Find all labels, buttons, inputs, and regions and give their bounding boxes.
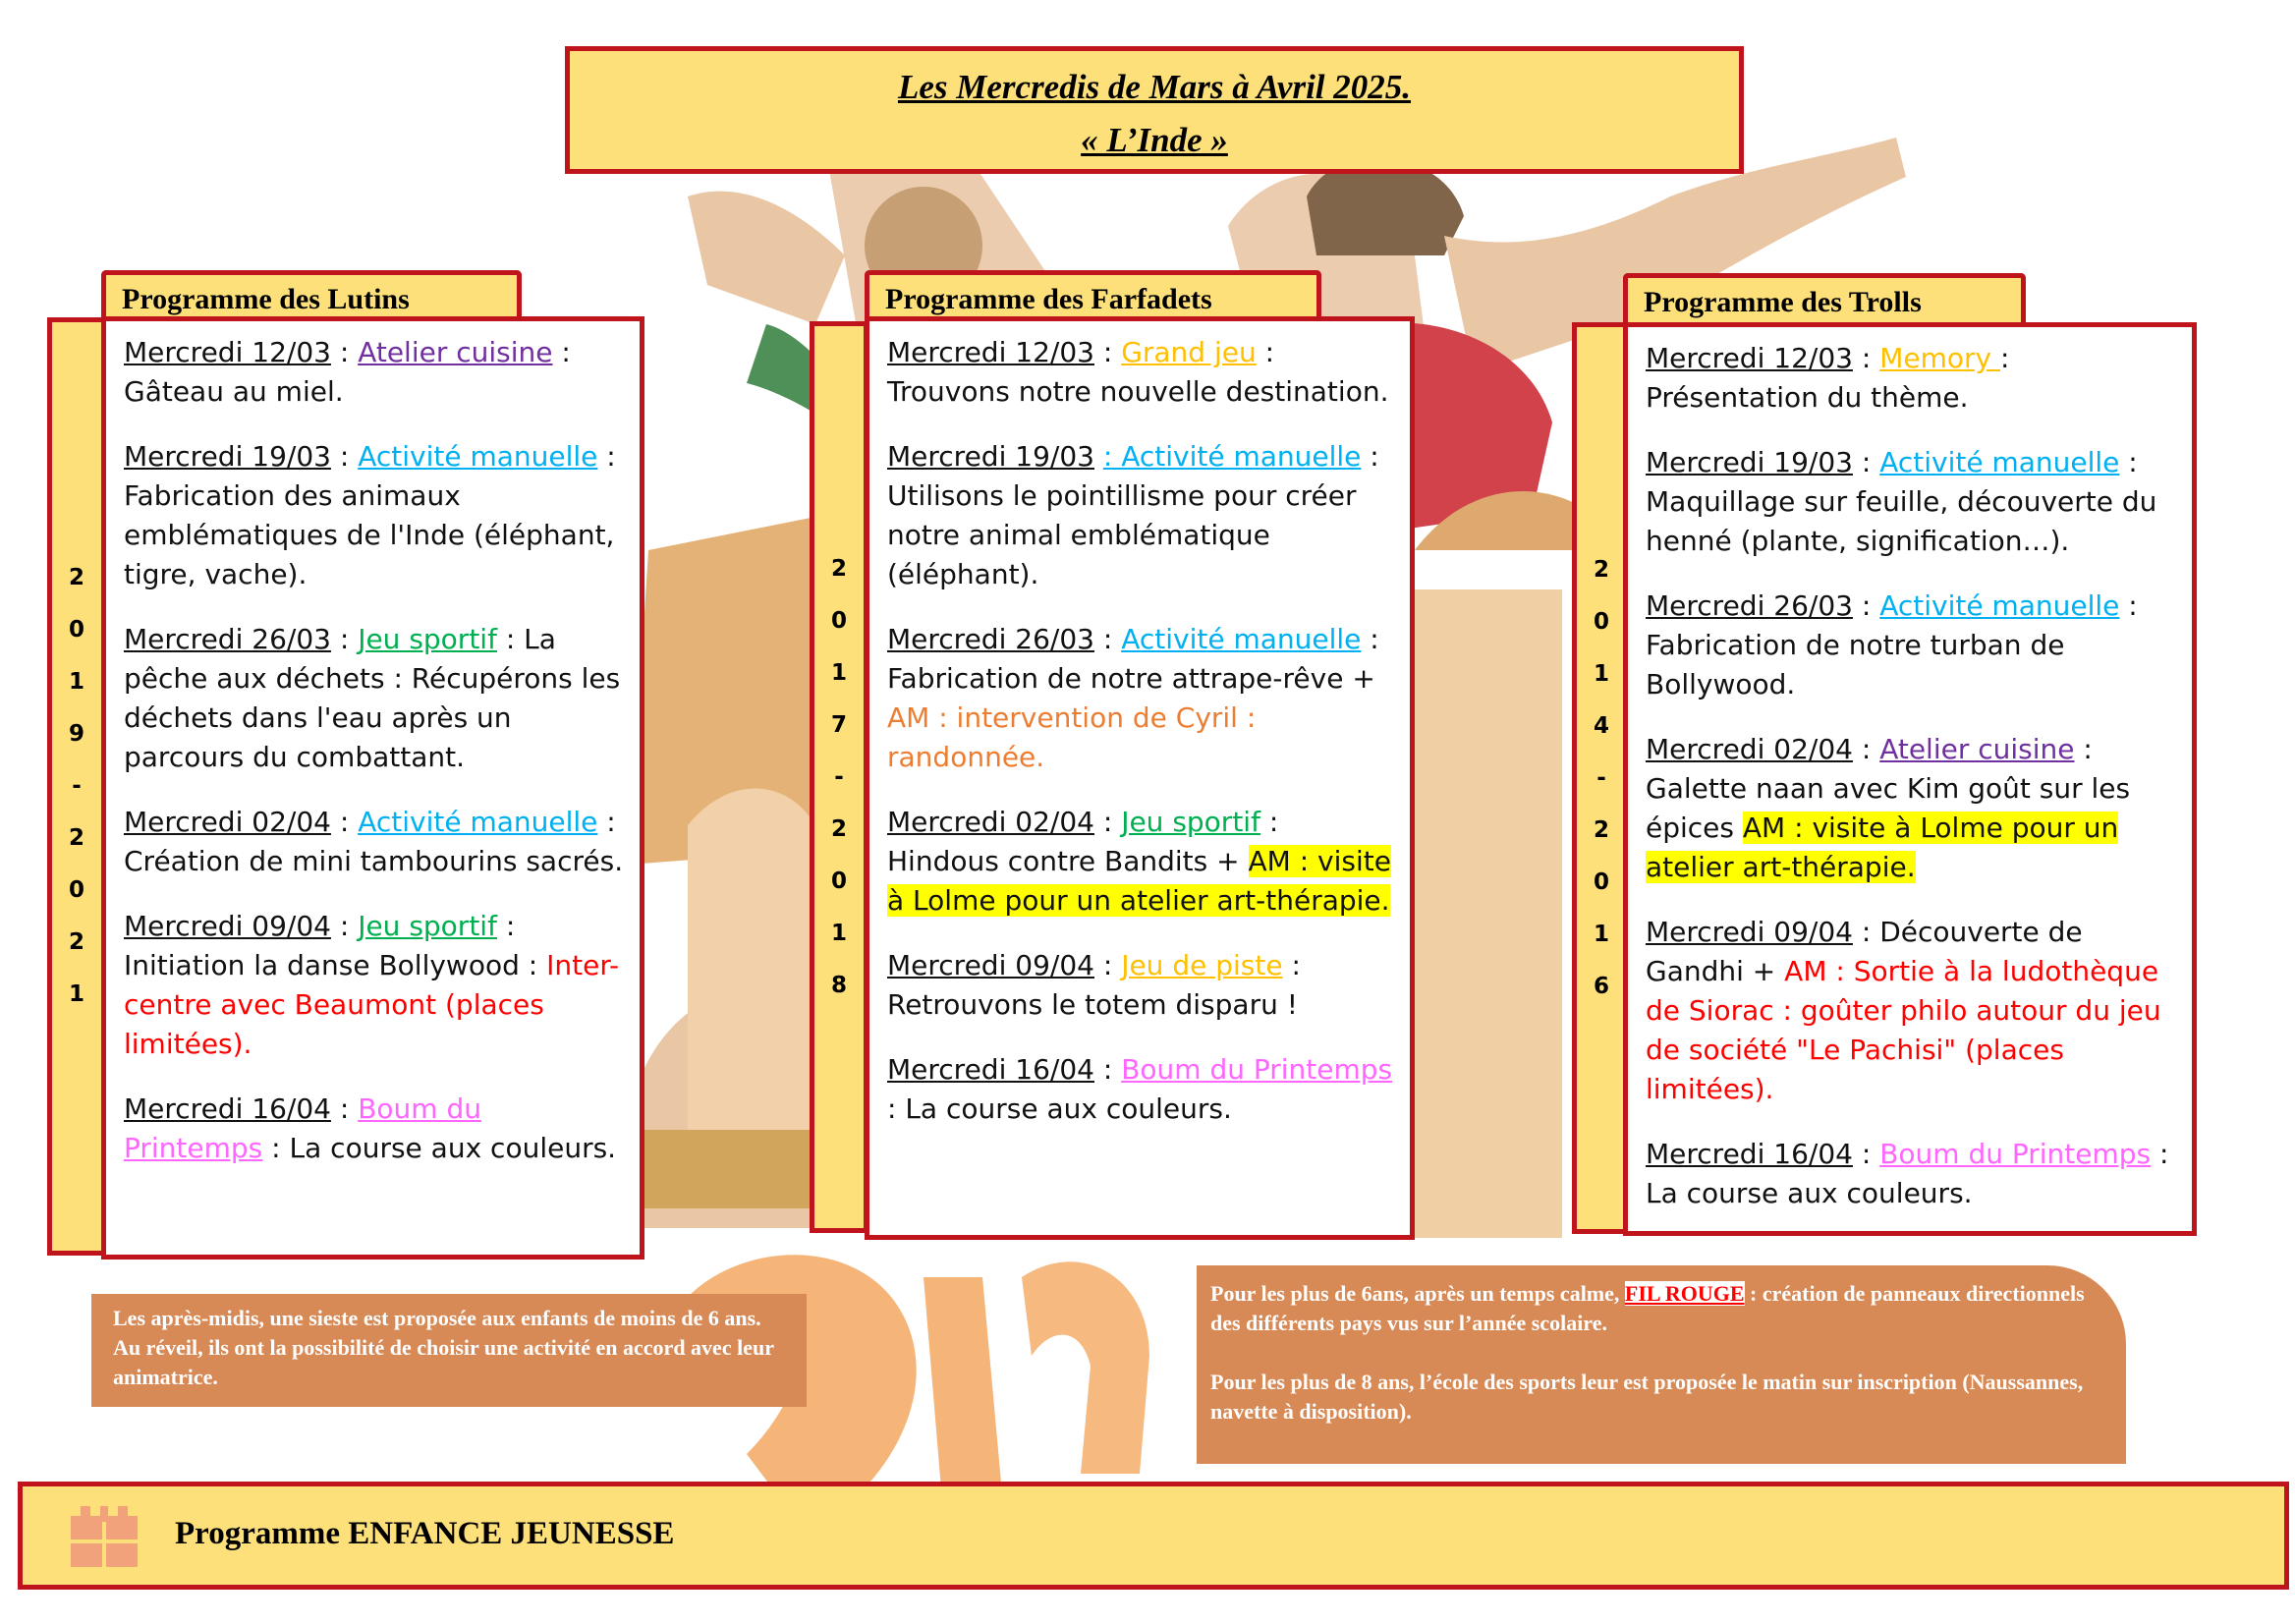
activity-link[interactable]: Boum du Printemps — [124, 1092, 481, 1164]
tab-lutins: Programme des Lutins — [101, 270, 522, 323]
title-line-2: « L’Inde » — [1081, 121, 1228, 159]
list-item: Mercredi 12/03 : Grand jeu : Trouvons notre nouvelle destination. — [887, 336, 1389, 408]
activity-link[interactable]: Activité manuelle — [1879, 446, 2120, 478]
activity-link[interactable]: Grand jeu — [1121, 336, 1257, 368]
year-char: 1 — [1593, 660, 1609, 687]
entry-date: Mercredi 19/03 — [124, 440, 331, 473]
year-char: 7 — [830, 711, 847, 738]
lutins-program-panel — [101, 316, 644, 1260]
activity-link[interactable]: Jeu sportif — [358, 623, 497, 655]
entry-text: : La course aux couleurs. — [262, 1132, 617, 1164]
entry-text: : Fabrication de notre attrape-rêve + — [887, 623, 1379, 695]
entry-date: Mercredi 12/03 — [887, 336, 1094, 368]
entry-highlight: AM : visite à Lolme pour un atelier art-thérapie. — [887, 845, 1391, 917]
entry-date: Mercredi 16/04 — [124, 1092, 331, 1125]
lutins-age-years — [47, 317, 106, 1256]
activity-link[interactable]: Atelier cuisine — [358, 336, 553, 368]
list-item: Mercredi 16/04 : Boum du Printemps : La course aux couleurs. — [1646, 1138, 2169, 1209]
entry-text: : Galette naan avec Kim goût sur les épices — [1646, 733, 2131, 844]
activity-link[interactable]: : Activité manuelle — [1102, 440, 1362, 473]
entry-highlight: AM : visite à Lolme pour un atelier art-thérapie. — [1646, 812, 2119, 883]
entry-text: : Fabrication des animaux emblématiques de l'Inde (éléphant, tigre, vache). — [124, 440, 616, 590]
entry-text: : Présentation du thème. — [1646, 342, 2010, 414]
entry-text: : Création de mini tambourins sacrés. — [124, 806, 624, 877]
farfadets-program-panel — [865, 316, 1415, 1240]
entry-date: Mercredi 02/04 — [1646, 733, 1853, 765]
trolls-age-years — [1572, 322, 1631, 1234]
activity-link[interactable]: Atelier cuisine — [1879, 733, 2075, 765]
entry-date: Mercredi 26/03 — [1646, 589, 1853, 622]
list-item: Mercredi 09/04 : Jeu sportif : Initiation la danse Bollywood : Inter-centre avec Beaumont (places limitées). — [124, 910, 620, 1060]
year-char: 0 — [830, 607, 847, 634]
year-char: 0 — [830, 868, 847, 894]
year-char: - — [1596, 764, 1606, 791]
list-item: Mercredi 02/04 : Activité manuelle : Création de mini tambourins sacrés. — [124, 806, 624, 877]
entry-date: Mercredi 16/04 — [887, 1053, 1094, 1086]
list-item: Mercredi 19/03 : Activité manuelle : Maquillage sur feuille, découverte du henné (plante, signification…). — [1646, 446, 2157, 557]
activity-link[interactable]: Boum du Printemps — [1879, 1138, 2152, 1170]
activity-link[interactable]: Jeu de piste — [1121, 949, 1283, 981]
year-char: 2 — [68, 825, 84, 851]
year-char: 2 — [830, 555, 847, 582]
activity-link[interactable]: Memory — [1879, 342, 2000, 374]
activity-link[interactable]: Activité manuelle — [358, 806, 598, 838]
entry-date: Mercredi 02/04 — [887, 806, 1094, 838]
entry-alert: AM : intervention de Cyril : randonnée. — [887, 701, 1257, 773]
year-char: 4 — [1593, 712, 1609, 739]
tab-trolls: Programme des Trolls — [1623, 273, 2026, 326]
entry-text: : Gâteau au miel. — [124, 336, 571, 408]
title-line-1: Les Mercredis de Mars à Avril 2025. — [897, 68, 1412, 106]
year-char: 9 — [68, 721, 84, 747]
note-text: : création de panneaux directionnels des différents pays vus sur l’année scolaire. — [1210, 1281, 2085, 1335]
year-char: 2 — [68, 565, 84, 590]
entry-text: : La course aux couleurs. — [1646, 1138, 2169, 1209]
activity-link[interactable]: Jeu sportif — [358, 910, 497, 942]
entry-alert: AM : Sortie à la ludothèque de Siorac : goûter philo autour du jeu de société "Le Pachisi" (places limitées). — [1646, 955, 2161, 1105]
list-item: Mercredi 26/03 : Activité manuelle : Fabrication de notre turban de Bollywood. — [1646, 589, 2138, 700]
list-item: Mercredi 16/04 : Boum du Printemps : La course aux couleurs. — [124, 1092, 617, 1164]
footer-bar — [18, 1482, 2289, 1590]
entry-date: Mercredi 26/03 — [887, 623, 1094, 655]
entry-alert: Inter-centre avec Beaumont (places limitées). — [124, 949, 620, 1060]
year-char: 2 — [68, 929, 84, 955]
year-char: 1 — [68, 669, 84, 695]
activity-link[interactable]: Activité manuelle — [1121, 623, 1362, 655]
entry-text: : Initiation la danse Bollywood : — [124, 910, 547, 981]
list-item: Mercredi 12/03 : Memory : Présentation du thème. — [1646, 342, 2010, 414]
list-item — [887, 437, 1396, 594]
entry-text: : Trouvons notre nouvelle destination. — [887, 336, 1389, 408]
entry-date: Mercredi 09/04 — [1646, 916, 1853, 948]
entry-text: : Découverte de Gandhi + — [1646, 916, 2083, 987]
list-item: Mercredi 02/04 : Jeu sportif : Hindous contre Bandits + AM : visite à Lolme pour un atelier art-thérapie. — [887, 806, 1391, 917]
year-char: 0 — [1593, 868, 1609, 895]
entry-date: Mercredi 09/04 — [887, 949, 1094, 981]
list-item: Mercredi 12/03 : Atelier cuisine : Gâteau au miel. — [124, 336, 571, 408]
trolls-program-panel — [1623, 322, 2197, 1236]
note-text: Pour les plus de 6ans, après un temps calme, — [1210, 1281, 1625, 1306]
list-item: Mercredi 02/04 : Atelier cuisine : Galette naan avec Kim goût sur les épices AM : visite à Lolme pour un atelier art-thérapie. — [1646, 733, 2131, 883]
entry-date: Mercredi 19/03 — [1646, 446, 1853, 478]
sports-school-paragraph: Pour les plus de 8 ans, l’école des sports leur est proposée le matin sur inscription (Naussannes, navette à disposition). — [1210, 1370, 2084, 1424]
entry-date: Mercredi 12/03 — [124, 336, 331, 368]
activity-link[interactable]: Boum du Printemps — [1121, 1053, 1393, 1086]
entry-text: : Maquillage sur feuille, découverte du henné (plante, signification…). — [1646, 446, 2157, 557]
list-item: Mercredi 19/03 : Activité manuelle : Fabrication des animaux emblématiques de l'Inde (éléphant, tigre, vache). — [124, 440, 616, 590]
year-char: 2 — [830, 815, 847, 842]
activities-note — [1197, 1265, 2126, 1464]
entry-text: : Retrouvons le totem disparu ! — [887, 949, 1301, 1021]
fil-rouge-label: FIL ROUGE — [1624, 1281, 1745, 1306]
farfadets-age-years — [810, 321, 868, 1233]
entry-date: Mercredi 12/03 — [1646, 342, 1853, 374]
year-char: 6 — [1593, 973, 1609, 999]
list-item: Mercredi 26/03 : Activité manuelle : Fabrication de notre attrape-rêve + AM : intervention de Cyril : randonnée. — [887, 623, 1379, 773]
year-char: 1 — [830, 659, 847, 686]
list-item: Mercredi 09/04 : Jeu de piste : Retrouvons le totem disparu ! — [887, 949, 1301, 1021]
year-char: 8 — [830, 972, 847, 998]
year-char: 1 — [830, 920, 847, 946]
entry-date: Mercredi 02/04 — [124, 806, 331, 838]
entry-date: Mercredi 09/04 — [124, 910, 331, 942]
year-char: - — [72, 773, 82, 799]
year-char: 0 — [68, 617, 84, 643]
list-item: Mercredi 16/04 : Boum du Printemps : La course aux couleurs. — [887, 1053, 1393, 1125]
entry-text: : Fabrication de notre turban de Bollywood. — [1646, 589, 2138, 700]
fil-rouge-paragraph — [1210, 1279, 2112, 1338]
entry-text: : La pêche aux déchets : Récupérons les déchets dans l'eau après un parcours du combattant. — [124, 623, 621, 773]
fortress-logo-icon — [67, 1502, 141, 1569]
year-char: 2 — [1593, 816, 1609, 843]
footer-label: Programme ENFANCE JEUNESSE — [175, 1516, 675, 1551]
year-char: 0 — [68, 877, 84, 903]
page-title — [565, 46, 1744, 174]
entry-text: : Hindous contre Bandits + — [887, 806, 1279, 877]
entry-date: Mercredi 26/03 — [124, 623, 331, 655]
year-char: - — [834, 763, 844, 790]
list-item — [1646, 913, 2178, 1109]
activity-link[interactable]: Jeu sportif — [1121, 806, 1260, 838]
list-item: Mercredi 26/03 : Jeu sportif : La pêche aux déchets : Récupérons les déchets dans l'eau après un parcours du combattant. — [124, 623, 621, 773]
year-char: 2 — [1593, 556, 1609, 583]
activity-link[interactable]: Activité manuelle — [358, 440, 598, 473]
year-char: 1 — [68, 981, 84, 1007]
tab-farfadets: Programme des Farfadets — [865, 270, 1321, 323]
entry-date: Mercredi 16/04 — [1646, 1138, 1853, 1170]
year-char: 0 — [1593, 608, 1609, 635]
entry-text: : La course aux couleurs. — [887, 1092, 1232, 1125]
entry-date: Mercredi 19/03 — [887, 440, 1094, 473]
entry-text: : Utilisons le pointillisme pour créer notre animal emblématique (éléphant). — [887, 440, 1379, 590]
nap-note: Les après-midis, une sieste est proposée aux enfants de moins de 6 ans. Au réveil, ils ont la possibilité de choisir une activité en accord avec leur animatrice. — [91, 1294, 807, 1407]
activity-link[interactable]: Activité manuelle — [1879, 589, 2120, 622]
year-char: 1 — [1593, 921, 1609, 947]
